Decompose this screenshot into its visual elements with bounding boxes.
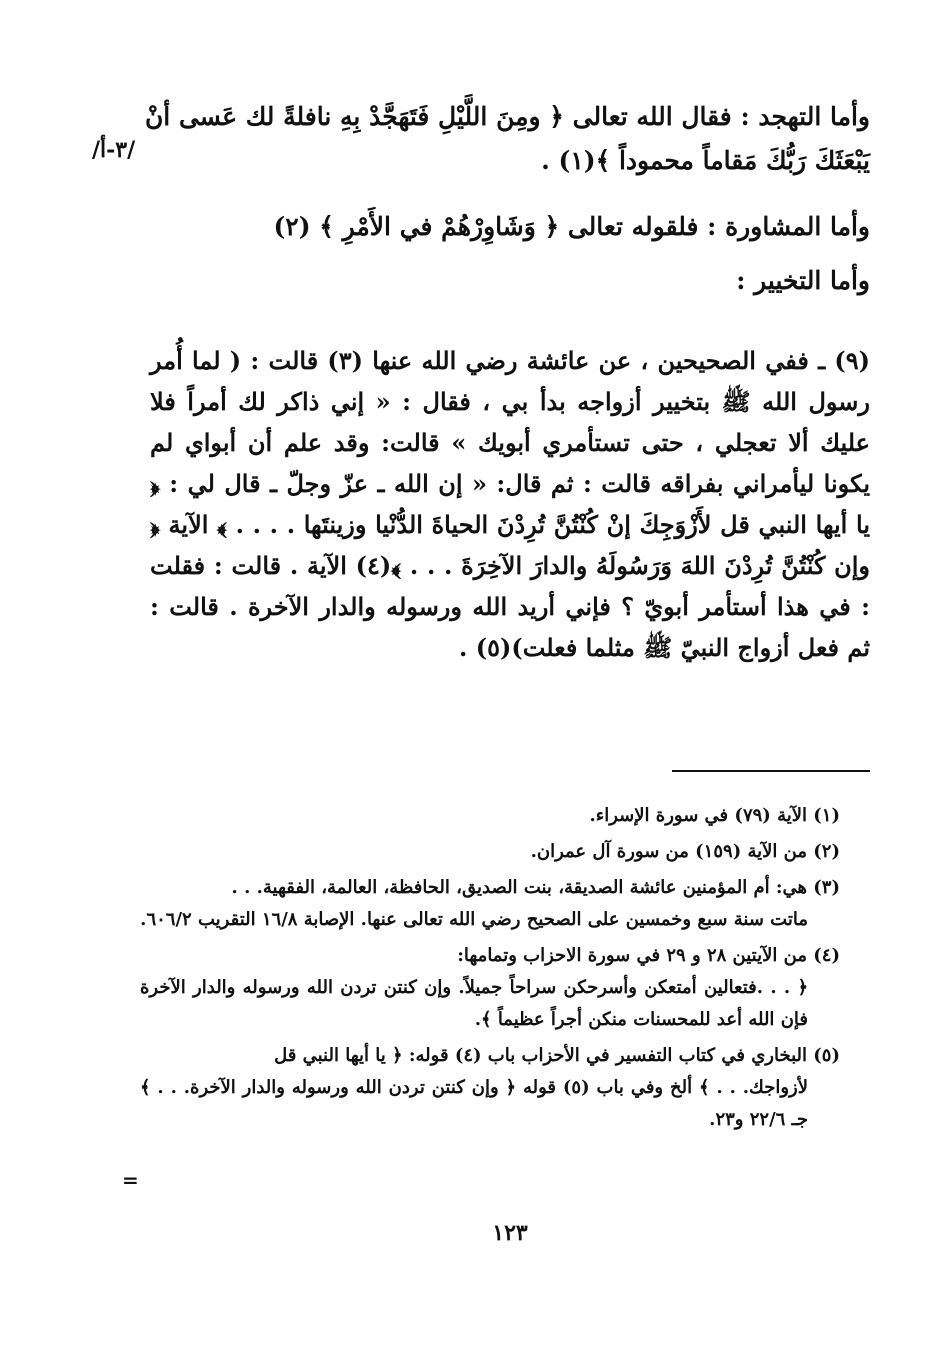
main-text [140,95,870,319]
footnote-4 [140,940,840,1036]
footnotes [140,800,840,1140]
manuscript-reference: /٣-أ/ [92,137,136,163]
footnote-5 [140,1040,840,1136]
hadith-paragraph: (٩) ـ ففي الصحيحين ، عن عائشة رضي الله عنها (٣) قالت : ( لما أُمر رسول الله ﷺ بتخيير أزواجه بدأ بي ، فقال : « إني ذاكر لك أمراً فلا عليك ألا تعجلي ، حتى تستأمري أبويك » قالت: وقد علم أن أبواي لم يكونا ليأمراني بفراقه قالت : ثم قال: « إن الله ـ عزّ وجلّ ـ قال لي : ﴿ يا أيها النبي قل لأَزْوَجِكَ إنْ كُنْتُنَّ تُرِدْنَ الحياةَ الدُّنْيا وزينتَها . . . . ﴾ الآية ﴿ وإن كُنْتُنَّ تُرِدْنَ اللهَ وَرَسُولَهُ والدارَ الآخِرَةَ . . . ﴾(٤) الآية . قالت : فقلت : في هذا أستأمر أبويّ ؟ فإني أريد الله ورسوله والدار الآخرة . قالت : ثم فعل أزواج النبيّ ﷺ مثلما فعلت)(٥) . [150,346,871,662]
footnote-1 [140,800,840,832]
footnote-line: (٥) البخاري في كتاب التفسير في الأحزاب باب (٤) قوله: ﴿ يا أيها النبي قل [274,1045,840,1066]
footnote-line: (١) الآية (٧٩) في سورة الإسراء. [589,805,840,826]
footnote-line: (٣) هي: أم المؤمنين عائشة الصديقة، بنت الصديق، الحافظة، العالمة، الفقهية. . . [231,877,840,898]
footnote-2 [140,836,840,868]
page-number: ١٢٣ [492,1220,528,1246]
paragraph-tahajjud: وأما التهجد : فقال الله تعالى ﴿ ومِنَ اللَّيْلِ فَتَهَجَّدْ بِهِ نافلةً لك عَسى أنْ يَبْعَثَكَ رَبُّكَ مَقاماً محموداً ﴾(١) . [144,102,870,175]
paragraph-takhyir: وأما التخيير : [736,266,870,295]
footnote-separator [672,770,870,772]
footnote-continuation: ﴿ . . .فتعالين أمتعكن وأسرحكن سراحاً جميلاً. وإن كنتن تردن الله ورسوله والدار الآخرة فإن الله أعد للمحسنات منكن أجراً عظيماً ﴾. [140,977,808,1030]
paragraph-mashwara: وأما المشاورة : فلقوله تعالى ﴿ وَشَاوِرْهُمْ في الأَمْرِ ﴾ (٢) [273,212,870,241]
footnote-3 [140,872,840,936]
footnote-continuation: ماتت سنة سبع وخمسين على الصحيح رضي الله تعالى عنها. الإصابة ١٦/٨ التقريب ٦٠٦/٢. [140,909,808,930]
footnote-line: (٢) من الآية (١٥٩) من سورة آل عمران. [530,841,840,862]
margin-mark: = [122,1168,139,1192]
footnote-line: (٤) من الآيتين ٢٨ و ٢٩ في سورة الاحزاب وتمامها: [457,945,840,966]
footnote-continuation: لأزواجك. . . ﴾ ألخ وفي باب (٥) قوله ﴿ وإن كنتن تردن الله ورسوله والدار الآخرة. . . ﴾ جـ ٢٢/٦ و٢٣. [140,1077,808,1130]
